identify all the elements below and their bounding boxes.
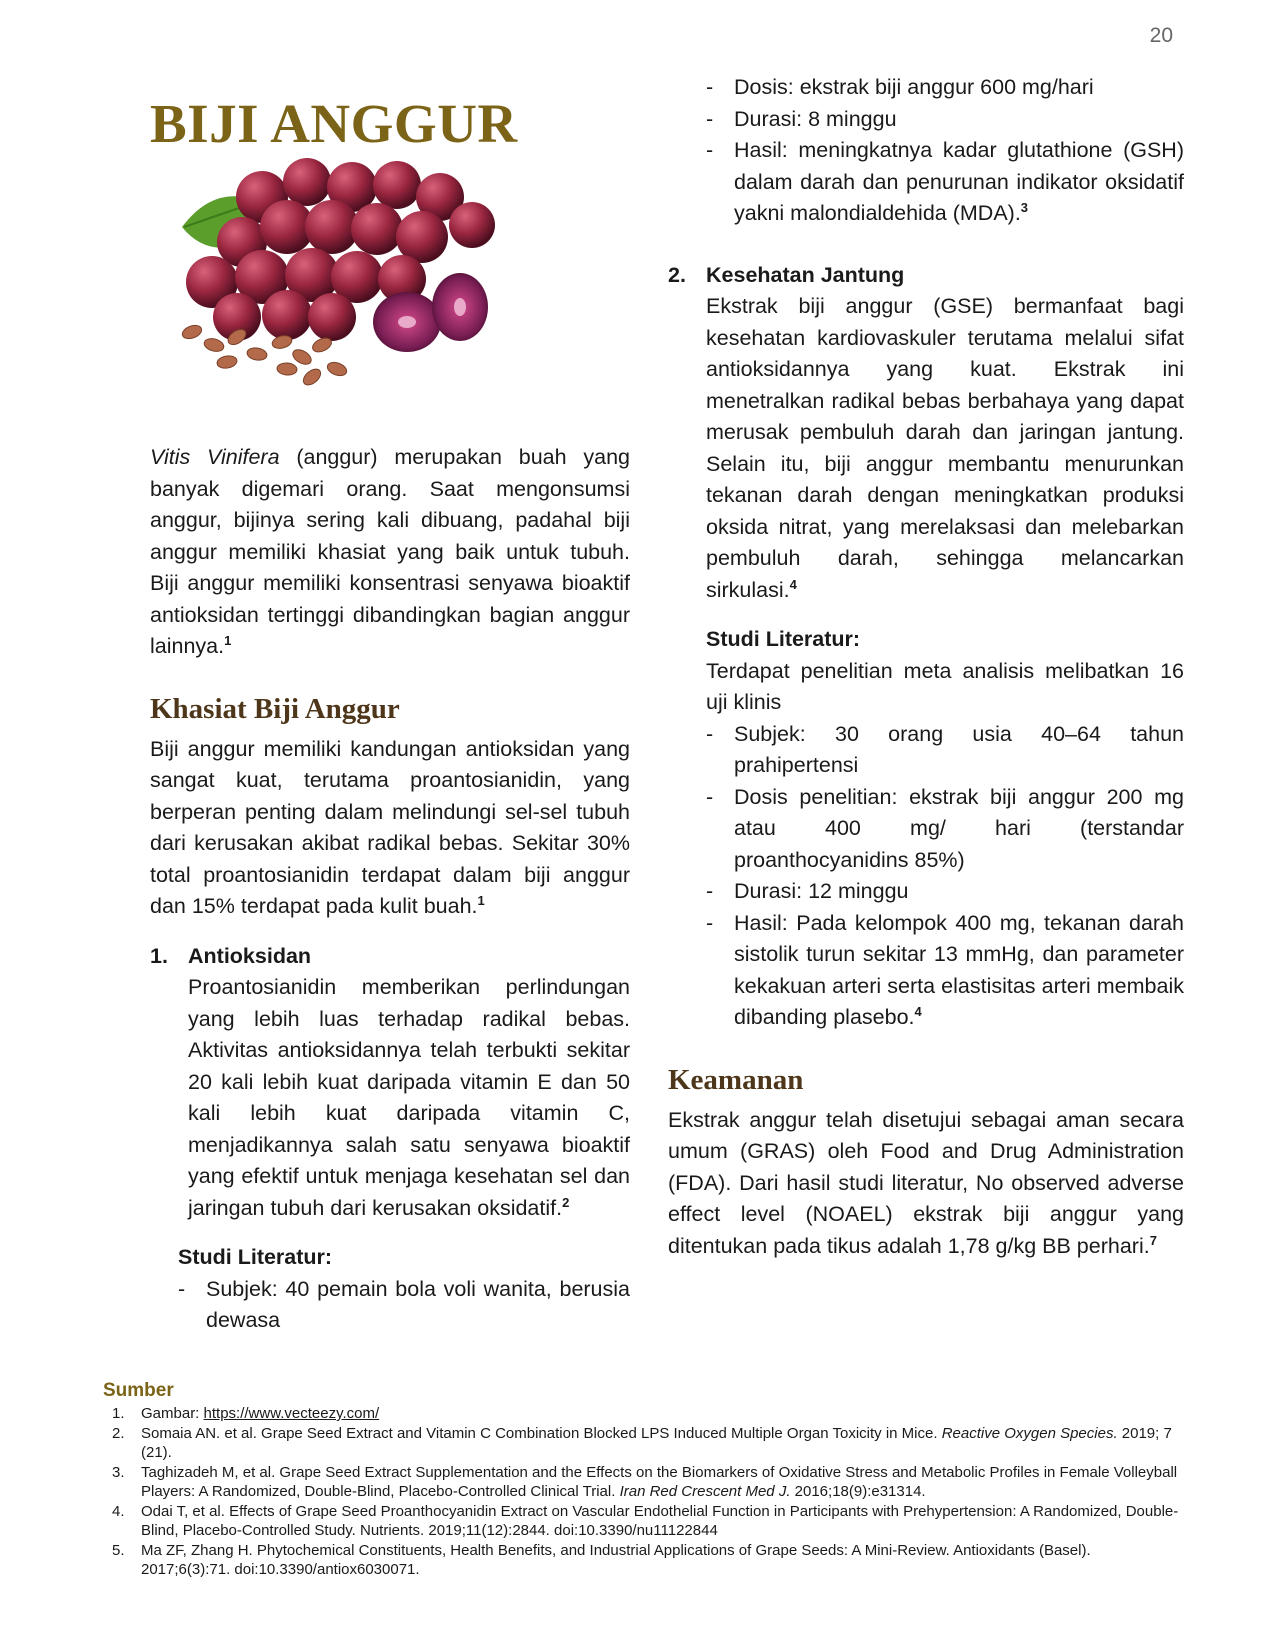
keamanan-text: Ekstrak anggur telah disetujui sebagai aman secara umum (GRAS) oleh Food and Drug Administration (FDA). Dari hasil studi literatur, No observed adverse effect level (NOAEL) ekstrak biji anggur yang ditentukan pada tikus adalah 1,78 g/kg BB perhari. bbox=[668, 1107, 1184, 1258]
citation: 2 bbox=[562, 1194, 570, 1210]
list-item bbox=[706, 908, 1184, 1034]
list-item: - Durasi: 12 minggu bbox=[706, 876, 1184, 908]
heading-keamanan: Keamanan bbox=[668, 1063, 804, 1096]
studi-literatur-2 bbox=[706, 624, 1184, 1034]
left-column bbox=[150, 80, 630, 1337]
page-title: BIJI ANGGUR bbox=[150, 93, 518, 154]
reference-text: Ma ZF, Zhang H. Phytochemical Constituents, Health Benefits, and Industrial Applications of Grape Seeds: A Mini-Review. Antioxidants (Basel). 2017;6(3):71. doi:10.3390/antiox6030071. bbox=[141, 1541, 1091, 1578]
reference-item bbox=[103, 1424, 1183, 1463]
item-title: Kesehatan Jantung bbox=[706, 262, 905, 287]
studi-list bbox=[178, 1274, 630, 1337]
item-kesehatan-jantung bbox=[668, 260, 1184, 1034]
reference-number: 5. bbox=[112, 1541, 125, 1559]
studi-list-continued bbox=[706, 72, 1184, 230]
sources-section bbox=[103, 1380, 1183, 1580]
item-antioksidan bbox=[150, 941, 630, 1225]
keamanan-paragraph bbox=[668, 1105, 1184, 1263]
item-number: 2. bbox=[668, 262, 686, 287]
antioksidan-text: Proantosianidin memberikan perlindungan yang lebih luas terhadap radikal bebas. Aktivitas antioksidannya telah terbukti sekitar 20 kali lebih kuat daripada vitamin E dan 50 kali lebih kuat daripada vitamin C, menjadikannya salah satu senyawa bioaktif yang efektif untuk menjaga kesehatan sel dan jaringan tubuh dari kerusakan oksidatif. bbox=[188, 975, 630, 1220]
citation: 1 bbox=[477, 893, 485, 908]
sources-title: Sumber bbox=[103, 1380, 174, 1401]
list-item bbox=[706, 135, 1184, 230]
reference-number: 4. bbox=[112, 1502, 125, 1520]
item-number: 1. bbox=[150, 943, 168, 968]
reference-text: Odai T, et al. Effects of Grape Seed Proanthocyanidin Extract on Vascular Endothelial Function in Participants with Prehypertension: A Randomized, Double-Blind, Placebo-Controlled Study. Nutrients. 2019;11(12):2844. doi:10.3390/nu11122844 bbox=[141, 1502, 1179, 1539]
reference-text: Somaia AN. et al. Grape Seed Extract and Vitamin C Combination Blocked LPS Induced Multiple Organ Toxicity in Mice. bbox=[141, 1424, 942, 1442]
reference-item bbox=[103, 1404, 1183, 1424]
list-item: - Subjek: 30 orang usia 40–64 tahun prahipertensi bbox=[706, 719, 1184, 782]
citation: 7 bbox=[1149, 1232, 1157, 1248]
list-item: - Dosis: ekstrak biji anggur 600 mg/hari bbox=[706, 72, 1184, 104]
antioksidan-paragraph bbox=[188, 972, 630, 1224]
reference-number: 1. bbox=[112, 1405, 125, 1422]
khasiat-text: Biji anggur memiliki kandungan antioksidan yang sangat kuat, terutama proantosianidin, yang berperan penting dalam melindungi sel-sel tubuh dari kerusakan akibat radikal bebas. Sekitar 30% total proantosianidin terdapat dalam biji anggur dan 15% terdapat pada kulit buah. bbox=[150, 736, 630, 918]
grape-cluster-illustration bbox=[172, 157, 630, 394]
citation: 1 bbox=[224, 633, 232, 648]
right-column bbox=[668, 72, 1184, 1262]
studi-label: Studi Literatur: bbox=[706, 627, 861, 651]
reference-list bbox=[103, 1404, 1183, 1580]
intro-text: (anggur) merupakan buah yang banyak digemari orang. Saat mengonsumsi anggur, bijinya sering kali dibuang, padahal biji anggur memiliki khasiat yang baik untuk tubuh. Biji anggur memiliki konsentrasi senyawa bioaktif antioksidan tertinggi dibandingkan bagian anggur lainnya. bbox=[150, 445, 630, 658]
reference-tail: 2019; 7 (21). bbox=[141, 1424, 1172, 1461]
reference-item bbox=[103, 1502, 1183, 1541]
list-item-text: Hasil: Pada kelompok 400 mg, tekanan darah sistolik turun sekitar 13 mmHg, dan parameter kekakuan arteri serta elastisitas arteri membaik dibanding plasebo. bbox=[734, 910, 1184, 1029]
reference-journal: Reactive Oxygen Species. bbox=[941, 1424, 1118, 1442]
reference-journal: Iran Red Crescent Med J. bbox=[619, 1483, 791, 1500]
reference-number: 2. bbox=[112, 1424, 125, 1442]
list-item: - Dosis penelitian: ekstrak biji anggur 200 mg atau 400 mg/ hari (terstandar proanthocyanidins 85%) bbox=[706, 782, 1184, 877]
list-item-text: Hasil: meningkatnya kadar glutathione (GSH) dalam darah dan penurunan indikator oksidatif yakni malondialdehida (MDA). bbox=[734, 138, 1184, 225]
item-title: Antioksidan bbox=[188, 943, 312, 968]
reference-number: 3. bbox=[112, 1463, 125, 1481]
citation: 4 bbox=[789, 576, 797, 592]
reference-tail: 2016;18(9):e31314. bbox=[790, 1483, 926, 1500]
reference-item bbox=[103, 1541, 1183, 1580]
studi-label: Studi Literatur: bbox=[178, 1245, 333, 1269]
studi-literatur-1 bbox=[178, 1242, 630, 1337]
jantung-text: Ekstrak biji anggur (GSE) bermanfaat bagi kesehatan kardiovaskuler terutama melalui sifat antioksidannya yang kuat. Ekstrak ini menetralkan radikal bebas berbahaya yang dapat merusak pembuluh darah dan jaringan jantung. Selain itu, biji anggur membantu menurunkan tekanan darah dengan meningkatkan produksi oksida nitrat, yang merelaksasi dan melebarkan pembuluh darah, sehingga melancarkan sirkulasi. bbox=[706, 294, 1184, 602]
intro-paragraph bbox=[150, 442, 630, 663]
list-item: - Subjek: 40 pemain bola voli wanita, berusia dewasa bbox=[178, 1274, 630, 1337]
page-number: 20 bbox=[1149, 24, 1173, 47]
species-name: Vitis Vinifera bbox=[150, 445, 280, 469]
reference-item bbox=[103, 1463, 1183, 1502]
studi-intro: Terdapat penelitian meta analisis melibatkan 16 uji klinis bbox=[706, 658, 1184, 714]
image-source-link[interactable]: https://www.vecteezy.com/ bbox=[203, 1405, 380, 1422]
list-item: - Durasi: 8 minggu bbox=[706, 104, 1184, 136]
reference-text: Taghizadeh M, et al. Grape Seed Extract Supplementation and the Effects on the Biomarkers of Oxidative Stress and Metabolic Profiles in Female Volleyball Players: A Randomized, Double-Blind, Placebo-Controlled Clinical Trial. bbox=[141, 1463, 1178, 1500]
studi-list bbox=[706, 719, 1184, 1034]
citation: 3 bbox=[1020, 200, 1029, 215]
khasiat-paragraph bbox=[150, 734, 630, 923]
citation: 4 bbox=[914, 1004, 922, 1019]
jantung-paragraph bbox=[706, 291, 1184, 606]
heading-khasiat: Khasiat Biji Anggur bbox=[150, 692, 400, 725]
reference-text: Gambar: bbox=[141, 1405, 204, 1422]
